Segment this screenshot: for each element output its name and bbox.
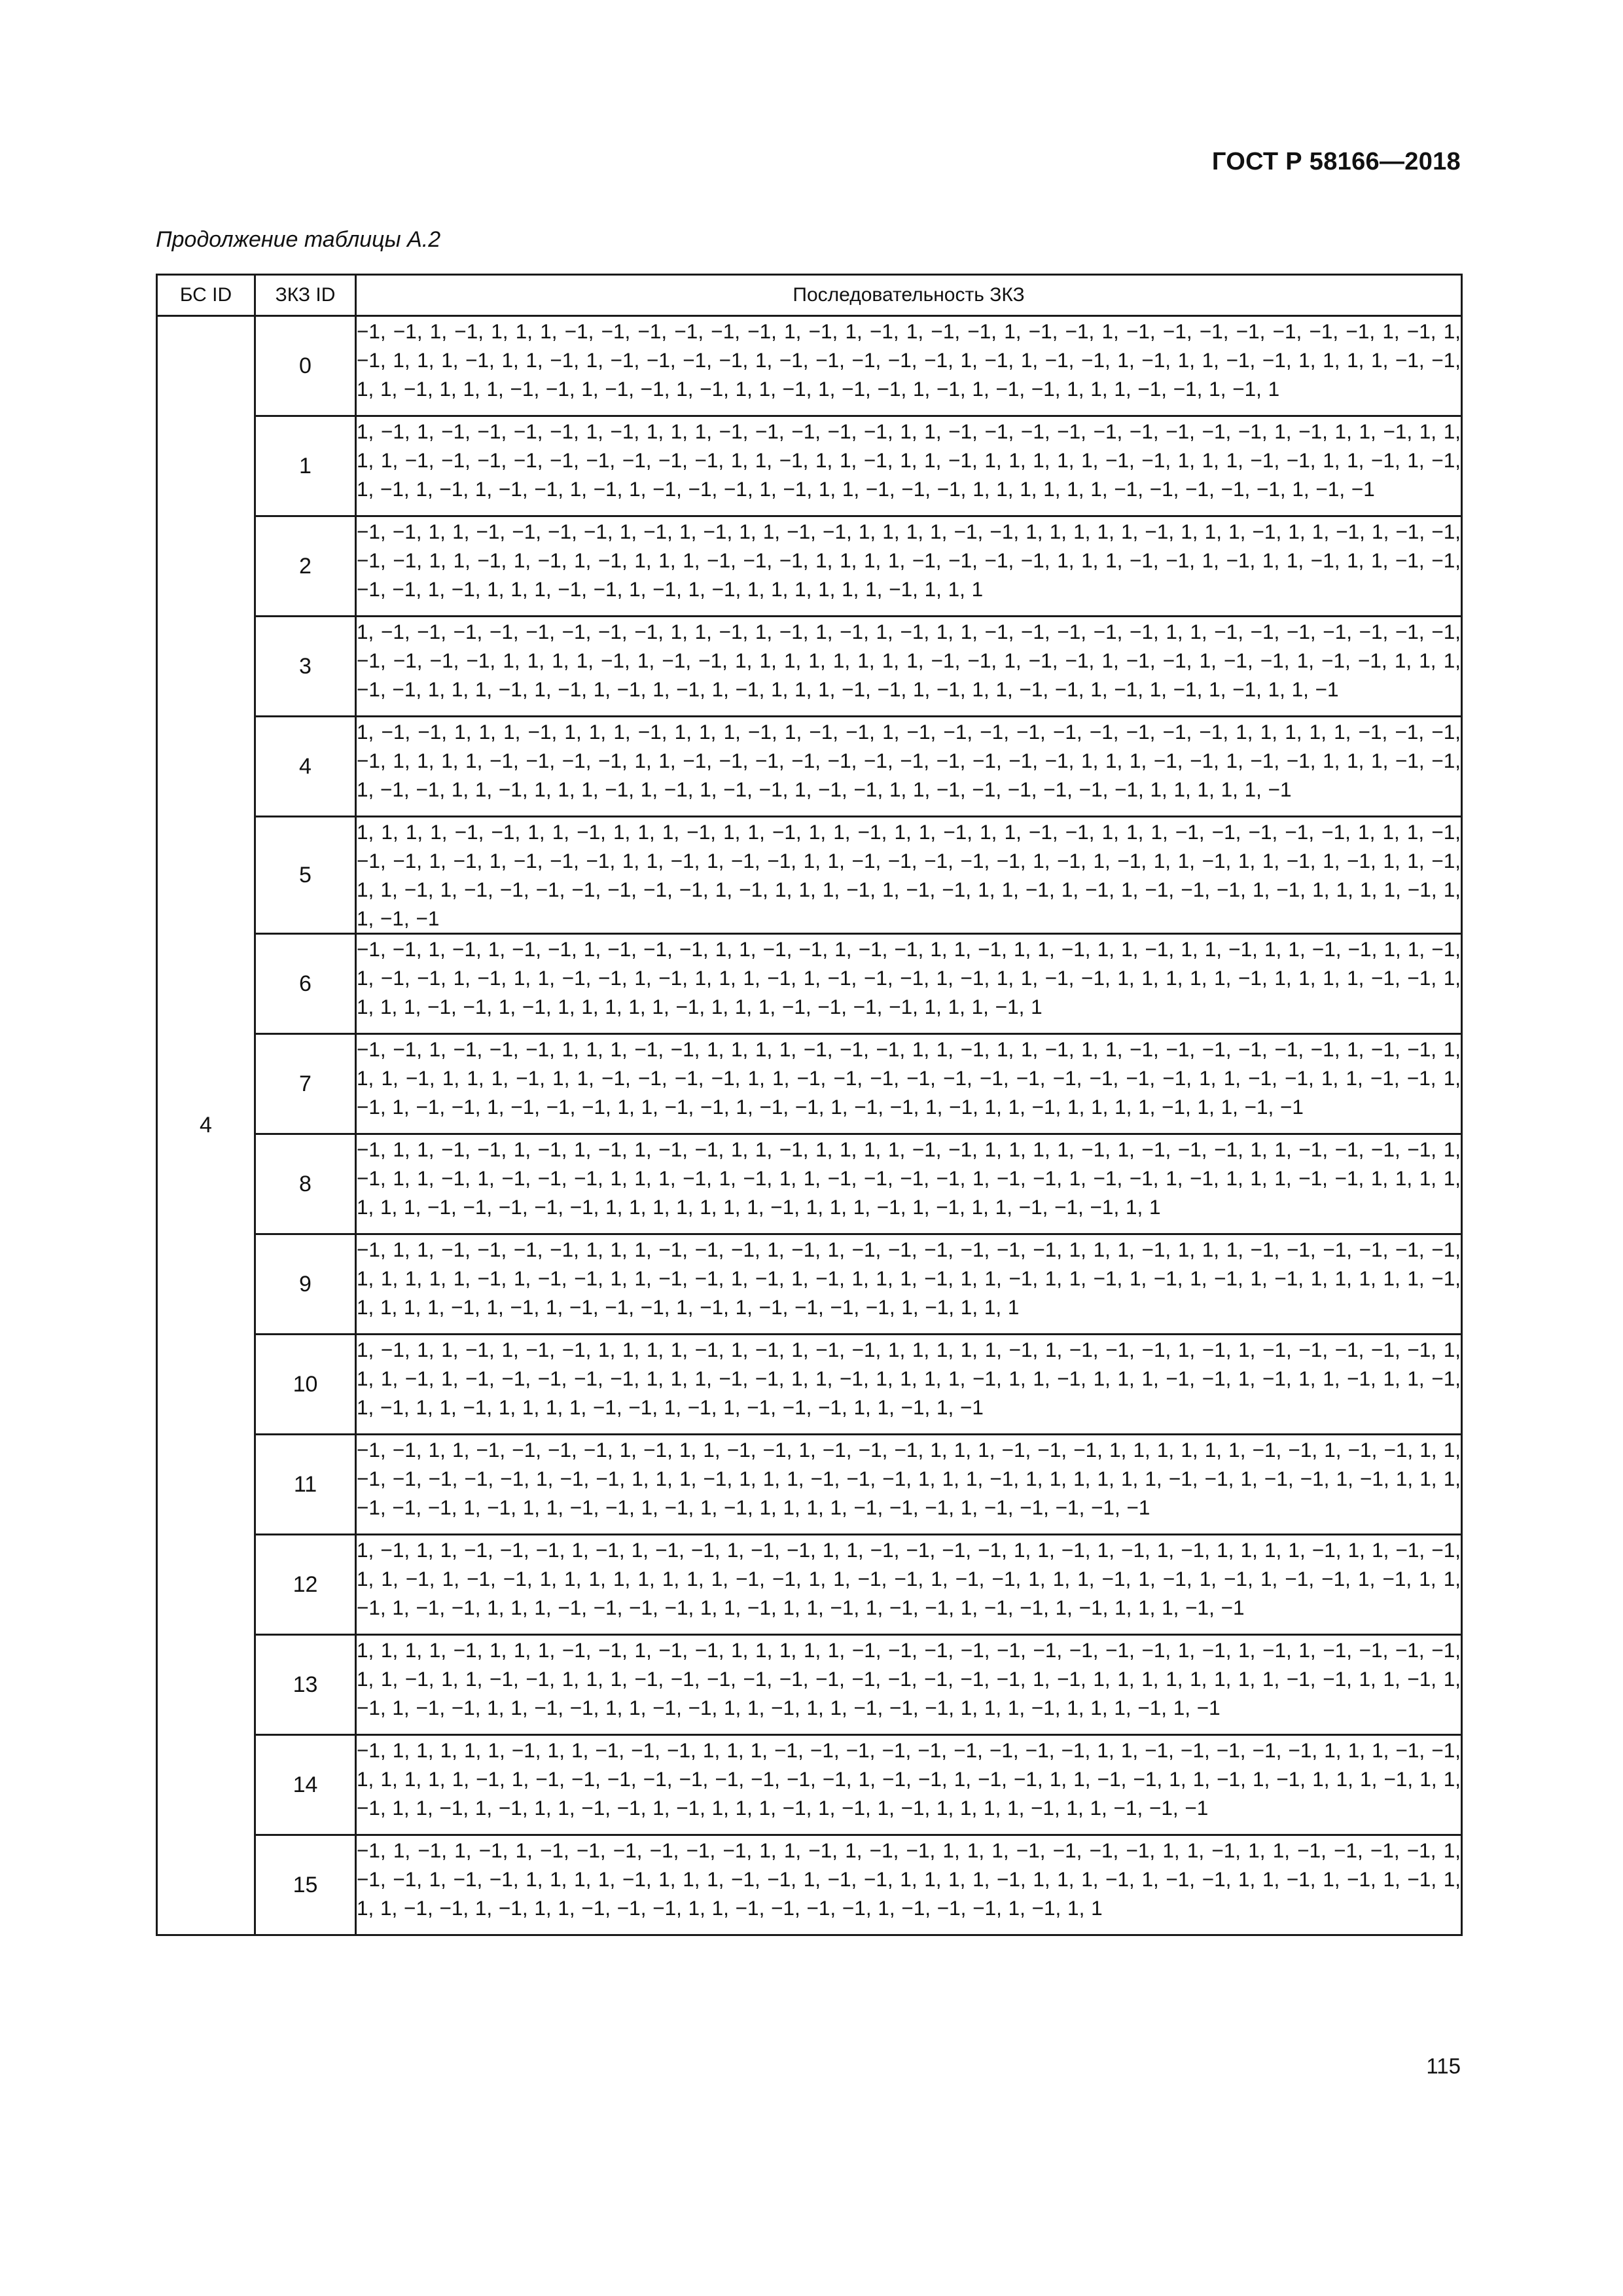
document-code: ГОСТ Р 58166—2018	[1211, 148, 1461, 175]
column-header-sequence: Последовательность ЗКЗ	[356, 275, 1462, 316]
zkz-id-cell: 13	[255, 1635, 356, 1735]
table-caption: Продолжение таблицы А.2	[156, 227, 441, 252]
zkz-id-cell: 9	[255, 1234, 356, 1335]
table-row	[157, 1034, 1462, 1134]
table-row	[157, 717, 1462, 817]
zkz-id-cell: 11	[255, 1435, 356, 1535]
sequence-cell: −1, −1, 1, 1, −1, −1, −1, −1, 1, −1, 1, 1, −1, −1, 1, −1, −1, −1, 1, 1, 1, −1, −1, −1, 1, 1, 1, 1, 1, 1, −1, −1, 1, −1, −1, 1, 1, −1, −1, −1, −1, −1, 1, −1, −1, 1, 1, 1, −1, 1, 1, 1, −1, −1, −1, 1, 1, 1, −1, 1, 1, 1, 1, 1, 1, −1, −1, 1, −1, −1, 1, −1, 1, 1, 1, −1, −1, −1, 1, −1, 1, 1, −1, −1, 1, −1, 1, −1, 1, 1, 1, 1, −1, −1, −1, 1, −1, −1, −1, −1, −1	[356, 1435, 1462, 1535]
sequence-cell: 1, 1, 1, 1, −1, 1, 1, 1, −1, −1, 1, −1, −1, 1, 1, 1, 1, 1, −1, −1, −1, −1, −1, −1, −1, −1, −1, 1, −1, 1, −1, 1, −1, −1, −1, −1, 1, 1, −1, 1, 1, −1, −1, 1, 1, 1, −1, −1, −1, −1, −1, −1, −1, −1, −1, −1, −1, 1, −1, 1, 1, 1, 1, 1, 1, 1, 1, −1, −1, 1, 1, −1, 1, −1, 1, −1, −1, 1, 1, −1, −1, 1, 1, −1, −1, 1, 1, −1, 1, 1, −1, −1, −1, 1, 1, 1, −1, 1, 1, 1, −1, 1, −1	[356, 1635, 1462, 1735]
column-header-bs-id: БС ID	[157, 275, 255, 316]
sequence-cell: −1, −1, 1, −1, 1, −1, −1, 1, −1, −1, −1, 1, 1, −1, −1, 1, −1, −1, 1, 1, −1, 1, 1, −1, 1, 1, −1, 1, 1, −1, 1, 1, −1, −1, 1, 1, −1, 1, −1, −1, 1, −1, 1, 1, −1, −1, 1, −1, 1, 1, 1, −1, 1, −1, −1, −1, 1, −1, 1, 1, −1, −1, 1, 1, 1, 1, 1, −1, 1, 1, 1, 1, −1, −1, 1, 1, 1, 1, −1, −1, 1, −1, 1, 1, 1, 1, 1, −1, 1, 1, 1, −1, −1, −1, −1, 1, 1, 1, −1, 1	[356, 934, 1462, 1034]
table-header-row	[157, 275, 1462, 316]
sequence-table	[156, 274, 1463, 1936]
zkz-id-cell: 10	[255, 1335, 356, 1435]
zkz-id-cell: 14	[255, 1735, 356, 1835]
sequence-cell: 1, −1, 1, −1, −1, −1, −1, 1, −1, 1, 1, 1, −1, −1, −1, −1, −1, 1, 1, −1, −1, −1, −1, −1, −1, −1, −1, −1, 1, −1, 1, 1, −1, 1, 1, 1, 1, −1, −1, −1, −1, −1, −1, −1, −1, −1, 1, 1, −1, 1, 1, −1, 1, 1, −1, 1, 1, 1, 1, 1, −1, −1, 1, 1, 1, −1, −1, 1, 1, −1, 1, −1, 1, −1, 1, −1, 1, −1, −1, 1, −1, 1, −1, −1, −1, 1, −1, 1, 1, −1, −1, −1, 1, 1, 1, 1, 1, 1, −1, −1, −1, −1, −1, 1, −1, −1	[356, 416, 1462, 516]
zkz-id-cell: 15	[255, 1835, 356, 1935]
page-number: 115	[1426, 2054, 1461, 2078]
table-row	[157, 1435, 1462, 1535]
table-row	[157, 817, 1462, 934]
table-row	[157, 1635, 1462, 1735]
sequence-cell: 1, −1, 1, 1, −1, −1, −1, 1, −1, 1, −1, −1, 1, −1, −1, 1, 1, −1, −1, −1, −1, 1, 1, −1, 1, −1, 1, −1, 1, 1, 1, 1, −1, 1, 1, −1, −1, 1, 1, −1, 1, −1, −1, 1, 1, 1, 1, 1, 1, 1, 1, −1, −1, 1, 1, −1, −1, 1, −1, −1, 1, 1, 1, −1, 1, −1, 1, −1, 1, −1, −1, 1, −1, 1, 1, −1, 1, −1, −1, 1, 1, 1, −1, −1, −1, −1, 1, 1, −1, 1, 1, −1, 1, −1, −1, 1, −1, −1, 1, −1, 1, 1, 1, −1, −1	[356, 1535, 1462, 1635]
bs-id-cell: 4	[157, 316, 255, 1935]
table-row	[157, 1835, 1462, 1935]
sequence-cell: −1, 1, 1, 1, 1, 1, −1, 1, 1, −1, −1, −1, 1, 1, 1, −1, −1, −1, −1, −1, −1, −1, −1, −1, 1, 1, −1, −1, −1, −1, −1, 1, 1, 1, −1, −1, 1, 1, 1, 1, 1, −1, 1, −1, −1, −1, −1, −1, −1, −1, −1, −1, 1, −1, −1, 1, −1, −1, 1, 1, −1, −1, 1, 1, −1, 1, −1, 1, 1, 1, −1, 1, 1, −1, 1, 1, −1, 1, −1, 1, 1, −1, −1, 1, −1, 1, 1, 1, −1, 1, −1, 1, −1, 1, 1, 1, 1, −1, 1, 1, −1, −1, −1	[356, 1735, 1462, 1835]
sequence-cell: −1, −1, 1, −1, 1, 1, 1, −1, −1, −1, −1, −1, −1, 1, −1, 1, −1, 1, −1, −1, 1, −1, −1, 1, −1, −1, −1, −1, −1, −1, −1, 1, −1, 1, −1, 1, 1, 1, −1, 1, 1, −1, 1, −1, −1, −1, −1, 1, −1, −1, −1, −1, −1, 1, −1, 1, −1, −1, 1, −1, 1, 1, −1, −1, 1, 1, 1, 1, −1, −1, 1, 1, −1, 1, 1, 1, −1, −1, 1, −1, −1, 1, −1, 1, 1, −1, 1, −1, −1, 1, −1, 1, −1, −1, 1, 1, 1, −1, −1, 1, −1, 1	[356, 316, 1462, 416]
zkz-id-cell: 6	[255, 934, 356, 1034]
sequence-cell: −1, 1, −1, 1, −1, 1, −1, −1, −1, −1, −1, −1, 1, 1, −1, 1, −1, −1, 1, 1, 1, −1, −1, −1, −1, 1, 1, −1, 1, 1, −1, −1, −1, −1, 1, −1, −1, 1, −1, −1, 1, 1, 1, 1, −1, 1, 1, 1, −1, −1, 1, −1, −1, 1, 1, 1, 1, −1, 1, 1, 1, −1, 1, −1, −1, 1, 1, −1, 1, −1, 1, −1, 1, 1, 1, −1, −1, 1, −1, 1, 1, −1, −1, −1, 1, 1, −1, −1, −1, −1, 1, −1, −1, −1, 1, −1, 1, 1	[356, 1835, 1462, 1935]
zkz-id-cell: 3	[255, 617, 356, 717]
table-row	[157, 1735, 1462, 1835]
zkz-id-cell: 8	[255, 1134, 356, 1234]
sequence-cell: 1, −1, −1, 1, 1, 1, −1, 1, 1, 1, −1, 1, 1, 1, −1, 1, −1, −1, 1, −1, −1, −1, −1, −1, −1, −1, −1, −1, 1, 1, 1, 1, 1, −1, −1, −1, −1, 1, 1, 1, 1, −1, −1, −1, −1, 1, 1, −1, −1, −1, −1, −1, −1, −1, −1, −1, −1, −1, 1, 1, 1, −1, −1, 1, −1, −1, 1, 1, 1, −1, −1, 1, −1, −1, 1, 1, −1, 1, 1, 1, −1, 1, −1, 1, −1, −1, 1, −1, −1, 1, 1, −1, −1, −1, −1, −1, −1, 1, 1, 1, 1, 1, −1	[356, 717, 1462, 817]
zkz-id-cell: 7	[255, 1034, 356, 1134]
zkz-id-cell: 1	[255, 416, 356, 516]
sequence-cell: −1, −1, 1, 1, −1, −1, −1, −1, 1, −1, 1, −1, 1, 1, −1, −1, 1, 1, 1, 1, −1, −1, 1, 1, 1, 1, 1, −1, 1, 1, 1, −1, 1, 1, −1, 1, −1, −1, −1, −1, 1, 1, −1, 1, −1, 1, −1, 1, 1, 1, −1, −1, −1, 1, 1, 1, 1, −1, −1, −1, −1, 1, 1, 1, −1, −1, 1, −1, 1, 1, −1, 1, 1, −1, −1, −1, −1, 1, −1, 1, 1, 1, −1, −1, 1, −1, 1, −1, 1, 1, 1, 1, 1, 1, −1, 1, 1, 1	[356, 516, 1462, 617]
table-row	[157, 1134, 1462, 1234]
table-row	[157, 934, 1462, 1034]
table-row	[157, 416, 1462, 516]
table-body	[157, 316, 1462, 1935]
zkz-id-cell: 5	[255, 817, 356, 934]
zkz-id-cell: 0	[255, 316, 356, 416]
column-header-zkz-id: ЗКЗ ID	[255, 275, 356, 316]
sequence-cell: 1, −1, 1, 1, −1, 1, −1, −1, 1, 1, 1, 1, −1, 1, −1, 1, −1, −1, 1, 1, 1, 1, 1, −1, 1, −1, −1, −1, 1, −1, 1, −1, −1, −1, −1, −1, 1, 1, 1, −1, 1, −1, −1, −1, −1, −1, 1, 1, 1, −1, −1, 1, 1, −1, 1, 1, 1, 1, −1, 1, 1, −1, 1, 1, 1, −1, −1, 1, −1, 1, 1, −1, 1, 1, −1, 1, −1, 1, 1, −1, 1, 1, 1, 1, −1, −1, 1, −1, 1, −1, −1, −1, 1, 1, −1, 1, −1	[356, 1335, 1462, 1435]
zkz-id-cell: 4	[255, 717, 356, 817]
sequence-cell: 1, −1, −1, −1, −1, −1, −1, −1, −1, 1, 1, −1, 1, −1, 1, −1, 1, −1, 1, 1, −1, −1, −1, −1, −1, 1, 1, −1, −1, −1, −1, −1, −1, −1, −1, −1, −1, −1, 1, 1, 1, 1, −1, 1, −1, −1, 1, 1, 1, 1, 1, 1, 1, 1, −1, −1, 1, −1, −1, 1, −1, −1, 1, −1, −1, 1, −1, −1, 1, 1, 1, −1, −1, 1, 1, 1, −1, 1, −1, 1, −1, 1, −1, 1, −1, 1, 1, 1, −1, −1, 1, −1, 1, 1, −1, −1, 1, −1, 1, −1, 1, −1, 1, 1, −1	[356, 617, 1462, 717]
table-row	[157, 1535, 1462, 1635]
sequence-cell: −1, 1, 1, −1, −1, 1, −1, 1, −1, 1, −1, −1, 1, 1, −1, 1, 1, 1, 1, −1, −1, 1, 1, 1, 1, −1, 1, −1, −1, −1, 1, 1, −1, −1, −1, −1, 1, −1, 1, 1, −1, 1, −1, −1, −1, 1, 1, 1, −1, 1, −1, 1, 1, −1, −1, −1, −1, 1, −1, −1, 1, −1, −1, 1, −1, 1, 1, 1, −1, −1, 1, 1, 1, 1, 1, 1, 1, −1, −1, −1, −1, −1, 1, 1, 1, 1, 1, 1, 1, −1, 1, 1, 1, −1, 1, −1, 1, 1, −1, −1, −1, 1, 1	[356, 1134, 1462, 1234]
sequence-cell: 1, 1, 1, 1, −1, −1, 1, 1, −1, 1, 1, 1, −1, 1, 1, −1, 1, 1, −1, 1, 1, −1, 1, 1, −1, −1, 1, 1, 1, −1, −1, −1, −1, −1, 1, 1, 1, −1, −1, −1, 1, −1, 1, −1, −1, −1, 1, 1, −1, 1, −1, −1, 1, 1, −1, −1, −1, −1, −1, 1, −1, 1, −1, 1, 1, −1, 1, 1, −1, 1, −1, 1, 1, −1, 1, 1, −1, 1, −1, −1, −1, −1, −1, −1, −1, 1, −1, 1, 1, 1, −1, 1, −1, −1, 1, 1, −1, 1, −1, 1, −1, −1, −1, 1, −1, 1, 1, 1, 1, −1, 1, 1, −1, −1	[356, 817, 1462, 934]
table-row	[157, 516, 1462, 617]
table-row	[157, 316, 1462, 416]
table-row	[157, 1335, 1462, 1435]
sequence-cell: −1, −1, 1, −1, −1, −1, 1, 1, 1, −1, −1, 1, 1, 1, 1, −1, −1, −1, 1, 1, −1, 1, 1, −1, 1, 1, −1, −1, −1, −1, −1, −1, 1, −1, −1, 1, 1, 1, −1, 1, 1, 1, −1, 1, 1, −1, −1, −1, −1, 1, 1, −1, −1, −1, −1, −1, −1, −1, −1, −1, −1, −1, 1, 1, −1, −1, 1, 1, −1, −1, 1, −1, 1, −1, −1, 1, −1, −1, −1, 1, 1, −1, −1, 1, −1, −1, 1, −1, −1, 1, −1, 1, 1, −1, 1, 1, 1, 1, −1, 1, 1, −1, −1	[356, 1034, 1462, 1134]
zkz-id-cell: 12	[255, 1535, 356, 1635]
zkz-id-cell: 2	[255, 516, 356, 617]
table-row	[157, 617, 1462, 717]
table-row	[157, 1234, 1462, 1335]
sequence-cell: −1, 1, 1, −1, −1, −1, −1, 1, 1, 1, −1, −1, −1, 1, −1, 1, −1, −1, −1, −1, −1, −1, 1, 1, 1, −1, 1, 1, 1, −1, −1, −1, −1, −1, −1, 1, 1, 1, 1, 1, −1, 1, −1, −1, 1, 1, −1, −1, 1, −1, 1, −1, 1, 1, 1, −1, 1, 1, −1, 1, 1, −1, 1, −1, 1, −1, 1, −1, 1, 1, 1, 1, 1, −1, 1, 1, 1, 1, −1, 1, −1, 1, −1, −1, −1, 1, −1, 1, −1, −1, −1, −1, 1, −1, 1, 1, 1	[356, 1234, 1462, 1335]
